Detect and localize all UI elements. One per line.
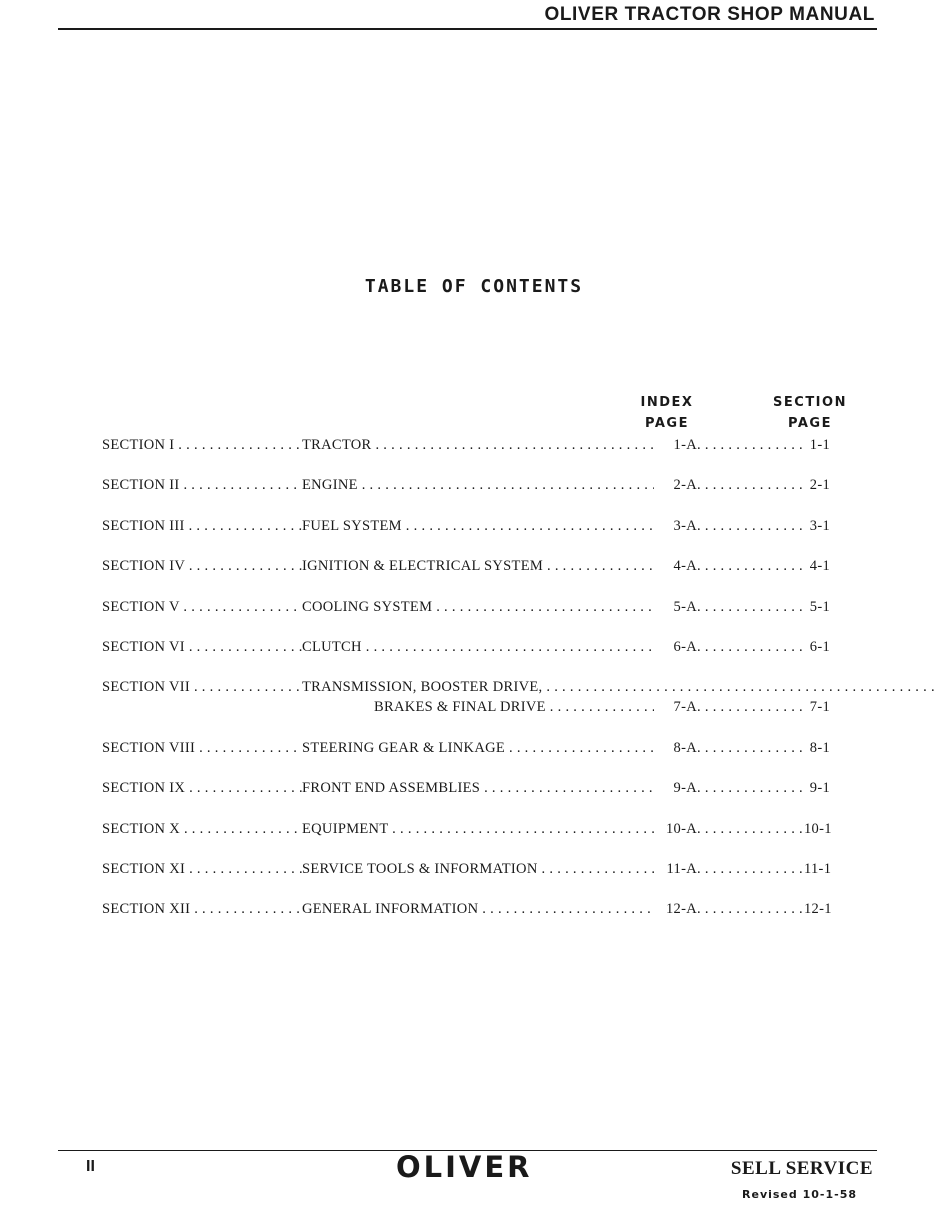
- toc-section-label: SECTION XII . . .: [102, 901, 302, 918]
- toc-index-page: 11-A: [666, 860, 697, 877]
- toc-section-label: SECTION X . . .: [102, 821, 302, 838]
- section-header-line1: SECTION: [773, 395, 847, 410]
- toc-entry: [102, 599, 830, 619]
- toc-entry: [102, 477, 830, 497]
- index-header-line1: INDEX: [640, 395, 694, 410]
- toc-leader: [697, 821, 807, 838]
- toc-index-page: 6-A: [673, 638, 697, 655]
- page-title: TABLE OF CONTENTS: [364, 276, 584, 297]
- toc-entry: [102, 558, 830, 578]
- toc-section-title: TRANSMISSION, BOOSTER DRIVE, . . .: [302, 679, 654, 696]
- toc-leader: [697, 780, 807, 797]
- toc-leader: [697, 558, 807, 575]
- toc-section-label: SECTION III . . .: [102, 518, 302, 535]
- toc-section-label: SECTION V . . .: [102, 599, 302, 616]
- toc-index-page: 5-A: [673, 598, 697, 615]
- toc-index-page: 2-A: [673, 477, 697, 494]
- toc-section-label: SECTION I . . .: [102, 437, 302, 454]
- toc-section-title: FUEL SYSTEM . . .: [302, 518, 654, 535]
- toc-index-page: 3-A: [673, 517, 697, 534]
- toc-section-title: ENGINE . . .: [302, 477, 654, 494]
- toc-section-page: 10-1: [804, 820, 832, 837]
- toc-index-page: 1-A: [673, 437, 697, 453]
- toc-leader: [697, 599, 807, 616]
- toc-leader: [697, 861, 807, 878]
- index-header-line2: PAGE: [645, 416, 689, 431]
- revision-date: Revised 10-1-58: [742, 1188, 857, 1201]
- toc-index-page: 10-A: [666, 820, 697, 837]
- toc-leader: [697, 699, 807, 716]
- toc-section-title: FRONT END ASSEMBLIES . . .: [302, 780, 654, 797]
- toc-section-title: CLUTCH . . .: [302, 639, 654, 656]
- toc-list: [102, 437, 830, 942]
- section-header-line2: PAGE: [788, 416, 832, 431]
- section-page-column-header: [760, 392, 860, 434]
- toc-index-page: 7-A: [673, 699, 697, 716]
- toc-section-page: 3-1: [809, 517, 830, 534]
- toc-section-title: STEERING GEAR & LINKAGE . . .: [302, 740, 654, 757]
- toc-section-label: SECTION VIII . . .: [102, 740, 302, 757]
- manual-title: OLIVER TRACTOR SHOP MANUAL: [544, 4, 875, 25]
- toc-index-page: 4-A: [673, 558, 697, 575]
- toc-entry: [102, 639, 830, 659]
- toc-section-label: SECTION XI . . .: [102, 861, 302, 878]
- header-rule: [58, 28, 877, 30]
- toc-section-label: SECTION VI . . .: [102, 639, 302, 656]
- toc-section-title: IGNITION & ELECTRICAL SYSTEM . . .: [302, 558, 654, 575]
- toc-index-page: 9-A: [673, 780, 697, 797]
- toc-section-page: 9-1: [809, 780, 830, 797]
- index-page-column-header: [622, 392, 712, 434]
- toc-section-label: SECTION IX . . .: [102, 780, 302, 797]
- toc-section-page: 5-1: [809, 598, 830, 615]
- toc-section-page: 7-1: [809, 699, 830, 716]
- toc-index-page: 12-A: [666, 901, 697, 918]
- toc-section-label: SECTION IV . . .: [102, 558, 302, 575]
- toc-entry: [102, 821, 830, 841]
- toc-section-page: 12-1: [804, 901, 832, 918]
- toc-leader: [697, 477, 807, 494]
- toc-section-page: 4-1: [809, 558, 830, 575]
- toc-leader: [697, 437, 807, 454]
- toc-entry: [102, 518, 830, 538]
- toc-section-label: SECTION II . . .: [102, 477, 302, 494]
- toc-section-label: SECTION VII . . .: [102, 679, 302, 696]
- toc-section-title: SERVICE TOOLS & INFORMATION . . .: [302, 861, 654, 878]
- toc-section-title: TRACTOR . . .: [302, 437, 654, 454]
- toc-entry: [102, 861, 830, 881]
- brand-logo: OLIVER: [396, 1150, 533, 1184]
- toc-entry: [102, 780, 830, 800]
- footer-tagline: SELL SERVICE: [730, 1158, 873, 1179]
- toc-section-title-continued: BRAKES & FINAL DRIVE . . .: [302, 699, 654, 716]
- toc-leader: [697, 901, 807, 918]
- toc-section-page: 11-1: [804, 860, 832, 877]
- toc-section-title: GENERAL INFORMATION . . .: [302, 901, 654, 918]
- toc-section-page: 6-1: [809, 638, 830, 655]
- toc-leader: [697, 740, 807, 757]
- toc-leader: [697, 639, 807, 656]
- toc-leader: [697, 518, 807, 535]
- toc-entry: [102, 679, 830, 719]
- toc-section-page: 1-1: [809, 437, 830, 453]
- toc-section-title: COOLING SYSTEM . . .: [302, 599, 654, 616]
- toc-section-title: EQUIPMENT . . .: [302, 821, 654, 838]
- toc-entry: [102, 901, 830, 921]
- toc-index-page: 8-A: [673, 739, 697, 756]
- toc-section-page: 8-1: [809, 739, 830, 756]
- page-number: II: [86, 1158, 95, 1175]
- toc-section-page: 2-1: [809, 477, 830, 494]
- toc-entry: [102, 437, 830, 457]
- toc-entry: [102, 740, 830, 760]
